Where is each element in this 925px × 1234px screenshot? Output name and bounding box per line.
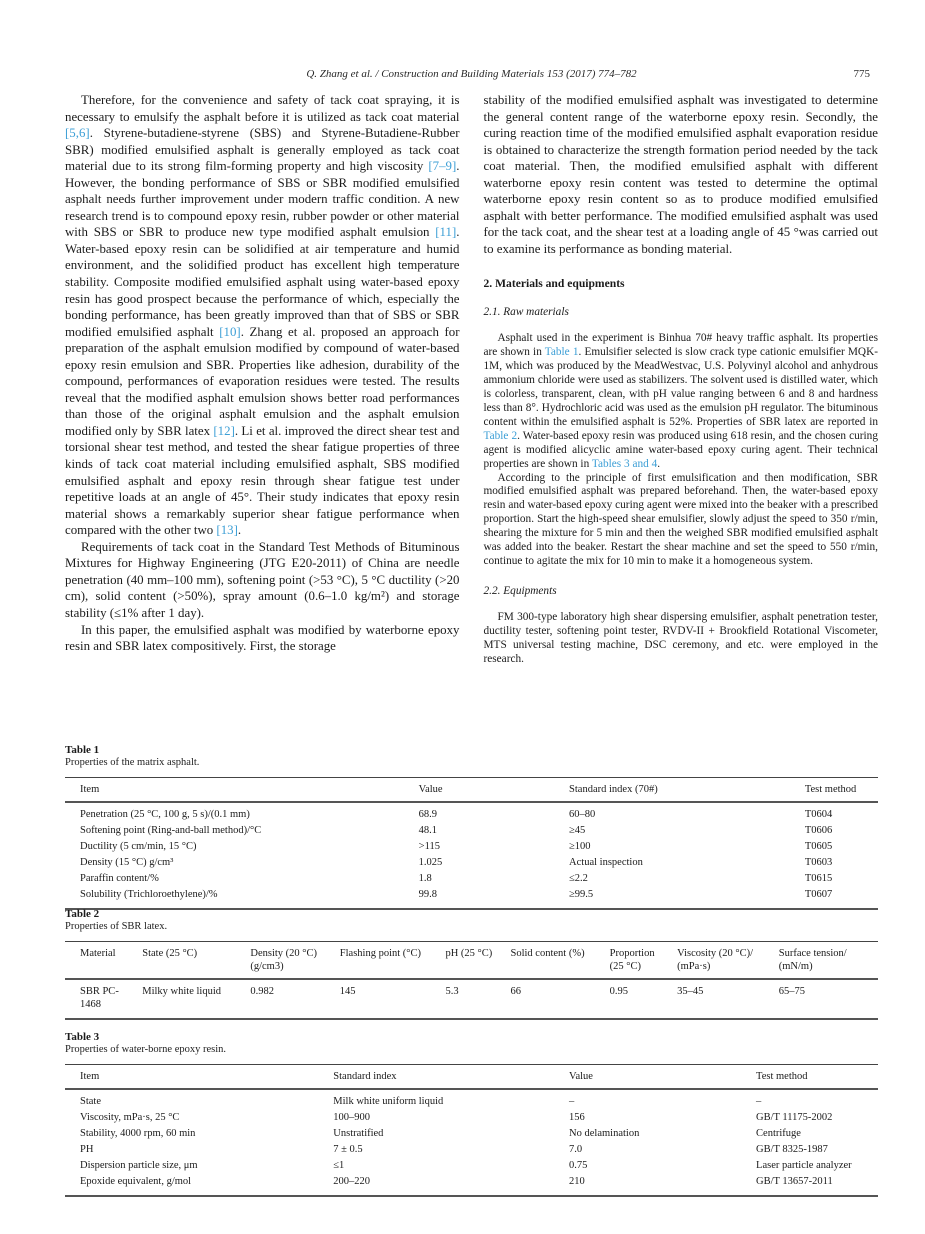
citation-link[interactable]: [5,6] xyxy=(65,126,90,141)
column-header: Test method xyxy=(805,778,878,803)
text-run: . Water-based epoxy resin can be solidified at air temperature and humid environment, and the solidified product has excellent high temperature stability. Composite modified emulsified asphalt using water-based epoxy resin has good prospect because the performance of which, especially the bonding performance, has been greatly improved than that of SBS or SBR modified emulsified asphalt xyxy=(65,225,460,339)
table-cell: No delamination xyxy=(569,1128,640,1139)
table3-label: Table 3 xyxy=(65,1031,100,1043)
table-row xyxy=(65,802,878,823)
table-cell: Viscosity, mPa·s, 25 °C xyxy=(80,1112,180,1123)
column-header: Flashing point (°C) xyxy=(340,942,446,980)
table-cell: T0606 xyxy=(804,825,833,836)
table-row xyxy=(65,1110,878,1126)
table-cell: ≤1 xyxy=(333,1160,345,1171)
table-cell: Ductility (5 cm/min, 15 °C) xyxy=(80,841,197,852)
table-row xyxy=(65,1126,878,1142)
table1-caption: Properties of the matrix asphalt. xyxy=(65,757,200,768)
table-cell: Laser particle analyzer xyxy=(756,1160,852,1171)
table2-label: Table 2 xyxy=(65,908,100,920)
column-header: State (25 °C) xyxy=(142,942,250,980)
text-run: stability of the modified emulsified asphalt was investigated to determine the general content range of the waterborne epoxy resin. Secondly, the curing reaction time of the modified emulsified asphalt evaporation residue is obtained to characterize the strength formation period needed by the tack coat material. Then, the modified emulsified asphalt with different waterborne epoxy resin content was tested to determine the optimal waterborne epoxy resin content so as to produce modified emulsified asphalt with better performance. The modified emulsified asphalt was used for the tack coat, and the shear test at a loading angle of 45 °was carried out to examine its performance as bonding material. xyxy=(483,93,878,256)
table-cell: 5.3 xyxy=(445,986,459,997)
table-cell: GB/T 11175-2002 xyxy=(756,1112,833,1123)
table-cell: GB/T 8325-1987 xyxy=(756,1144,828,1155)
column-header: Solid content (%) xyxy=(511,942,610,980)
table2-section xyxy=(65,908,878,1020)
page-number: 775 xyxy=(853,68,870,80)
table1-label: Table 1 xyxy=(65,744,100,756)
table-cell: – xyxy=(569,1096,575,1107)
table-cell: SBR PC-1468 xyxy=(80,986,119,1010)
table-sbr-latex xyxy=(65,941,878,1020)
paragraph xyxy=(484,332,879,471)
table-cell: GB/T 13657-2011 xyxy=(756,1176,833,1187)
table-cell: 1.025 xyxy=(418,857,443,868)
table-header-row xyxy=(65,1065,878,1090)
table-row xyxy=(65,887,878,910)
table-row xyxy=(65,979,878,1019)
table2-caption: Properties of SBR latex. xyxy=(65,921,168,932)
table-cell: State xyxy=(80,1096,101,1107)
table-cell: Solubility (Trichloroethylene)/% xyxy=(80,889,218,900)
text-run: . Li et al. improved the direct shear test and torsional shear test method, and tested the shear fatigue properties of three kinds of tack coat material including emulsified asphalt, SBS modified emulsified asphalt and epoxy resin through shear fatigue test under repetitive loads at an angle of 45°. Their study indicates that epoxy resin material shows a remarkably superior shear fatigue performance when compared with the other two xyxy=(65,423,460,538)
text-run: . However, the bonding performance of SBS or SBR modified emulsified asphalt needs further improvement under modern traffic condition. A new research trend is to compound epoxy resin, rubber powder or other material with SBS or SBR to produce new type modified asphalt emulsion xyxy=(65,159,460,240)
table-header-row xyxy=(65,942,878,980)
paragraph xyxy=(65,539,460,622)
table-cell: Unstratified xyxy=(333,1128,384,1139)
table-cell: Stability, 4000 rpm, 60 min xyxy=(80,1128,196,1139)
citation-link[interactable]: [11] xyxy=(435,225,457,240)
right-column xyxy=(484,92,879,667)
column-header: pH (25 °C) xyxy=(445,942,510,980)
table-cell: Centrifuge xyxy=(756,1128,801,1139)
text-run: . xyxy=(657,457,661,470)
column-header: Surface tension/ (mN/m) xyxy=(779,942,878,980)
table-row xyxy=(65,823,878,839)
table-row xyxy=(65,871,878,887)
citation-link[interactable]: [12] xyxy=(213,423,235,438)
table-cell: 0.75 xyxy=(569,1160,588,1171)
text-run: . Emulsifier selected is slow crack type cationic emulsifier MQK-1M, which was produced by the MeadWestvac, U.S. Polyvinyl alcohol and anhydrous ammonium chloride were used as stabilizers. The solvent used is distilled water, which is colorless, transparent, clean, with pH value ranging between 6 and 8 and hardness less than 8°. Hydrochloric acid was used as the emulsion pH regulator. The bituminous content within the emulsified asphalt is 52%. Properties of SBR latex are reported in xyxy=(483,346,878,428)
table-cell: Softening point (Ring-and-ball method)/°C xyxy=(80,825,262,836)
table-cell: 100–900 xyxy=(333,1112,371,1123)
table-waterborne-epoxy-resin xyxy=(65,1064,878,1197)
table-header-row xyxy=(65,778,878,803)
column-header: Value xyxy=(569,1065,756,1090)
text-run: According to the principle of first emulsification and then modification, SBR modified emulsified asphalt was prepared beforehand. Then, the water-based epoxy resin and water-based epoxy curing agent were mixed into the beaker with a prescribed proportion. Start the high-speed shear emulsifier, slowly adjust the speed to 350 r/min, shearing the mixture for 5 min and then the weighed SBR modified emulsified asphalt was added into the beaker. Restart the shear machine and set the speed to 550 r/min, continue to agitate the mix for 10 min to make it a homogeneous system. xyxy=(483,471,878,567)
table-cell: ≥99.5 xyxy=(569,889,594,900)
table-cell: 7 ± 0.5 xyxy=(333,1144,363,1155)
text-run: . xyxy=(237,523,242,538)
column-header: Test method xyxy=(756,1065,878,1090)
table-cell: T0603 xyxy=(804,857,833,868)
column-header: Density (20 °C) (g/cm3) xyxy=(250,942,339,980)
table-cell: Dispersion particle size, μm xyxy=(80,1160,198,1171)
table-cell: Paraffin content/% xyxy=(80,873,159,884)
text-run: . Zhang et al. proposed an approach for preparation of the asphalt emulsion modified by compound of water-based epoxy resin emulsion and SBR. Properties like adhesion, durability of the compound, performances of evaporation residues were tested. The results reveal that the modified asphalt emulsion shows better road performances than those of the original asphalt emulsion and the asphalt emulsion modified only by SBR latex xyxy=(65,324,460,438)
text-run: Therefore, for the convenience and safety of tack coat spraying, it is necessary to emulsify the asphalt before it is utilized as tack coat material xyxy=(65,93,460,124)
column-header: Material xyxy=(65,942,142,980)
table-cell: 145 xyxy=(339,986,356,997)
table-cell: 0.982 xyxy=(250,986,274,997)
table3-section xyxy=(65,1031,878,1197)
citation-link[interactable]: Table 1 xyxy=(544,346,579,359)
table-cell: 156 xyxy=(569,1112,585,1123)
table-cell: – xyxy=(756,1096,762,1107)
table-cell: ≤2.2 xyxy=(569,873,588,884)
section-heading-materials: 2. Materials and equipments xyxy=(483,277,625,291)
text-run: FM 300-type laboratory high shear dispersing emulsifier, asphalt penetration tester, ductility tester, softening point tester, RVDV-II + Brookfield Rotational Viscometer, MTS universal testing machine, DSC ceremony, and etc. were employed in the research. xyxy=(483,610,878,665)
table-row xyxy=(65,839,878,855)
table-cell: PH xyxy=(80,1144,94,1155)
subsection-heading-raw-materials: 2.1. Raw materials xyxy=(483,306,569,319)
paragraph xyxy=(65,92,460,539)
table-row xyxy=(65,1142,878,1158)
text-run: In this paper, the emulsified asphalt was modified by waterborne epoxy resin and SBR latex compositively. First, the storage xyxy=(65,622,460,654)
paragraph xyxy=(484,611,879,667)
table-cell: Density (15 °C) g/cm³ xyxy=(80,857,174,868)
column-header: Item xyxy=(65,778,419,803)
table-cell: Actual inspection xyxy=(569,857,643,868)
table-cell: 7.0 xyxy=(569,1144,583,1155)
paragraph xyxy=(484,472,879,569)
column-header: Value xyxy=(419,778,569,803)
table3-caption: Properties of water-borne epoxy resin. xyxy=(65,1044,227,1055)
table-matrix-asphalt xyxy=(65,777,878,910)
citation-link[interactable]: Table 2 xyxy=(483,429,518,442)
table-cell: 60–80 xyxy=(569,809,596,820)
left-column xyxy=(65,92,460,667)
table-cell: ≥100 xyxy=(569,841,591,852)
table-cell: 210 xyxy=(569,1176,585,1187)
table-cell: T0615 xyxy=(804,873,833,884)
table-cell: Milky white liquid xyxy=(142,986,221,997)
table-row xyxy=(65,1158,878,1174)
text-run: Requirements of tack coat in the Standard Test Methods of Bituminous Mixtures for Highway Engineering (JTG E20-2011) of China are needle penetration (40 mm–100 mm), softening point (>53 °C), 5 °C ductility (>20 cm), solid content (>50%), spray amount (0.6–1.0 kg/m²) and storage stability (≤1% after 1 day). xyxy=(65,539,460,620)
table-cell: 200–220 xyxy=(333,1176,371,1187)
column-header: Item xyxy=(65,1065,333,1090)
table-cell: 0.95 xyxy=(609,986,629,997)
column-header: Standard index xyxy=(333,1065,569,1090)
table-cell: T0605 xyxy=(804,841,833,852)
table-row xyxy=(65,1174,878,1197)
table-cell: 48.1 xyxy=(418,825,438,836)
table-cell: Epoxide equivalent, g/mol xyxy=(80,1176,192,1187)
table-row xyxy=(65,855,878,871)
running-head: Q. Zhang et al. / Construction and Building Materials 153 (2017) 774–782 xyxy=(306,68,637,80)
citation-link[interactable]: [7–9] xyxy=(428,159,457,174)
citation-link[interactable]: Tables 3 and 4 xyxy=(591,457,658,470)
table-cell: ≥45 xyxy=(569,825,586,836)
subsection-heading-equipments: 2.2. Equipments xyxy=(483,584,557,597)
table-cell: T0607 xyxy=(804,889,833,900)
text-run: . Water-based epoxy resin was produced using 618 resin, and the chosen curing agent is modified alicyclic amine water-based epoxy curing agent. Their technical properties are shown in xyxy=(483,429,878,470)
table-cell: T0604 xyxy=(804,809,833,820)
table-cell: Milk white uniform liquid xyxy=(333,1096,444,1107)
table-cell: Penetration (25 °C, 100 g, 5 s)/(0.1 mm) xyxy=(80,809,250,820)
table-cell: 1.8 xyxy=(418,873,432,884)
citation-link[interactable]: [13] xyxy=(216,523,238,538)
citation-link[interactable]: [10] xyxy=(219,324,241,339)
text-run: . Styrene-butadiene-styrene (SBS) and Styrene-Butadiene-Rubber SBR) modified emulsified asphalt is generally employed as tack coat material due to its strong film-forming property and high viscosity xyxy=(65,126,460,174)
table-cell: 68.9 xyxy=(418,809,438,820)
column-header: Viscosity (20 °C)/ (mPa·s) xyxy=(677,942,779,980)
column-header: Proportion (25 °C) xyxy=(610,942,677,980)
table-cell: 66 xyxy=(510,986,521,997)
paragraph xyxy=(65,622,460,655)
two-column-body xyxy=(65,92,878,667)
text-run: Asphalt used in the experiment is Binhua 70# heavy traffic asphalt. Its properties are shown in xyxy=(483,332,878,359)
table-cell: 35–45 xyxy=(677,986,704,997)
table-cell: 99.8 xyxy=(418,889,438,900)
table-cell: 65–75 xyxy=(778,986,806,997)
table-cell: >115 xyxy=(418,841,440,852)
table1-section xyxy=(65,744,878,910)
table-row xyxy=(65,1089,878,1110)
column-header: Standard index (70#) xyxy=(569,778,805,803)
paragraph xyxy=(484,92,879,257)
